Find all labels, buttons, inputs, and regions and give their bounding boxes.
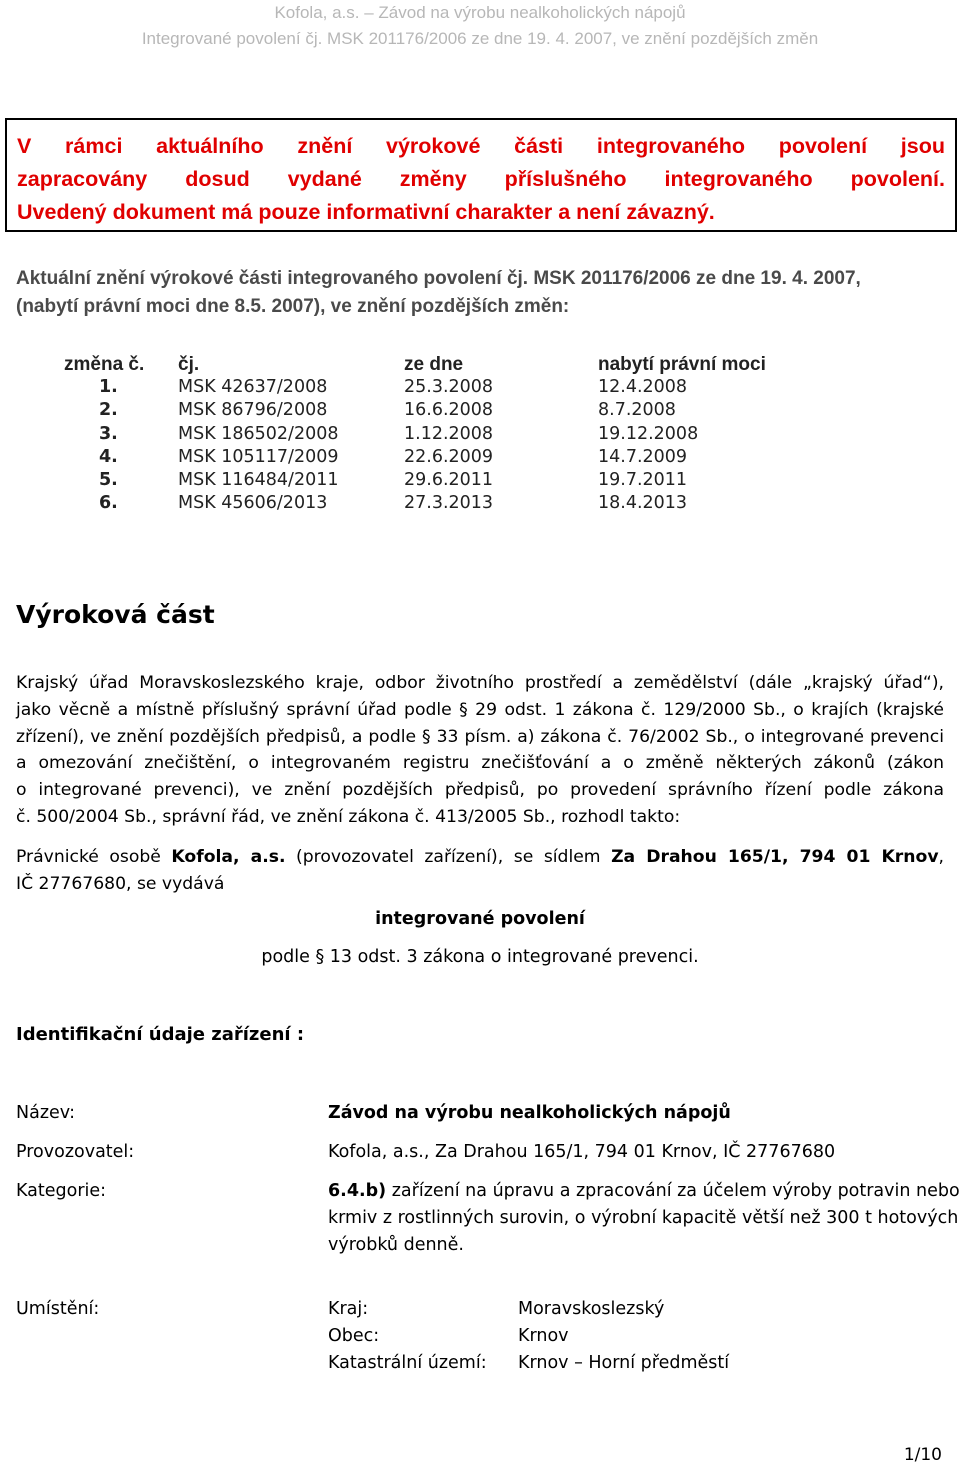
change-date: 22.6.2009 bbox=[404, 446, 494, 467]
paragraph-line: zřízení), ve znění pozdějších předpisů, a podle § 33 písm. a) zákona č. 76/2002 Sb., o integrované prevenci bbox=[16, 726, 944, 747]
identification-title: Identifikační údaje zařízení : bbox=[16, 1024, 305, 1045]
change-effective: 18.4.2013 bbox=[598, 493, 688, 514]
change-ref: MSK 42637/2008 bbox=[178, 377, 328, 398]
paragraph-line: jako věcně a místně příslušný správní úřad podle § 29 odst. 1 zákona č. 129/2000 Sb., o krajích (krajské bbox=[16, 699, 944, 720]
change-ref: MSK 45606/2013 bbox=[178, 493, 328, 514]
category-code: 6.4.b) bbox=[328, 1181, 387, 1201]
change-number: 2. bbox=[99, 400, 118, 421]
col-header-ref: čj. bbox=[178, 354, 200, 375]
change-date: 29.6.2011 bbox=[404, 469, 494, 490]
change-ref: MSK 116484/2011 bbox=[178, 469, 339, 490]
table-row bbox=[0, 470, 960, 493]
operator-paragraph bbox=[16, 844, 944, 898]
paragraph-line: Krajský úřad Moravskoslezského kraje, odbor životního prostředí a zemědělství (dále „krajský úřad“), bbox=[16, 673, 944, 693]
col-header-change: změna č. bbox=[64, 354, 145, 375]
change-effective: 19.7.2011 bbox=[598, 469, 688, 490]
change-ref: MSK 186502/2008 bbox=[178, 423, 339, 444]
decision-paragraph bbox=[16, 670, 944, 831]
text-segment: , bbox=[938, 847, 944, 867]
changes-header-row bbox=[0, 354, 960, 377]
change-number: 4. bbox=[99, 446, 118, 467]
category-line: krmiv z rostlinných surovin, o výrobní kapacitě větší než 300 t hotových bbox=[328, 1207, 959, 1228]
notice-line-2: zapracovány dosud vydané změny příslušného integrovaného povolení. bbox=[17, 167, 945, 191]
notice-line-1: V rámci aktuálního znění výrokové části integrovaného povolení jsou bbox=[17, 134, 945, 158]
section-title: Výroková část bbox=[16, 600, 215, 629]
location-label: Umístění: bbox=[16, 1299, 100, 1319]
change-effective: 14.7.2009 bbox=[598, 446, 688, 467]
change-date: 27.3.2013 bbox=[404, 493, 494, 514]
paragraph-line: o integrované prevenci), ve znění pozdějších předpisů, po provedení správního řízení podle zákona bbox=[16, 780, 944, 801]
change-date: 16.6.2008 bbox=[404, 400, 494, 421]
company-name: Kofola, a.s. bbox=[171, 847, 286, 867]
table-row bbox=[0, 400, 960, 423]
region-value: Moravskoslezský bbox=[518, 1299, 665, 1319]
municipality-value: Krnov bbox=[518, 1326, 569, 1346]
company-address: Za Drahou 165/1, 794 01 Krnov bbox=[611, 847, 939, 867]
header-line-1: Kofola, a.s. – Závod na výrobu nealkoholických nápojů bbox=[274, 3, 686, 22]
page-header bbox=[0, 0, 960, 52]
cadastral-label: Katastrální území: bbox=[328, 1353, 487, 1373]
category-line bbox=[328, 1178, 960, 1205]
paragraph-line: č. 500/2004 Sb., správní řád, ve znění zákona č. 413/2005 Sb., rozhodl takto: bbox=[16, 806, 681, 827]
change-number: 1. bbox=[99, 377, 118, 398]
operator-value: Kofola, a.s., Za Drahou 165/1, 794 01 Krnov, IČ 27767680 bbox=[328, 1142, 836, 1162]
category-label: Kategorie: bbox=[16, 1181, 107, 1201]
text-segment: (provozovatel zařízení), se sídlem bbox=[285, 847, 612, 867]
name-label: Název: bbox=[16, 1103, 76, 1123]
notice-box bbox=[5, 118, 957, 232]
table-row bbox=[0, 493, 960, 516]
text-segment: Právnické osobě bbox=[16, 847, 172, 867]
page-number: 1/10 bbox=[903, 1445, 942, 1465]
change-number: 6. bbox=[99, 493, 118, 514]
change-effective: 19.12.2008 bbox=[598, 423, 699, 444]
category-line: výrobků denně. bbox=[328, 1234, 464, 1255]
category-value bbox=[328, 1178, 960, 1258]
permit-subtitle: podle § 13 odst. 3 zákona o integrované prevenci. bbox=[261, 947, 699, 967]
region-label: Kraj: bbox=[328, 1299, 369, 1319]
col-header-date: ze dne bbox=[404, 354, 464, 375]
notice-line-3: Uvedený dokument má pouze informativní charakter a není závazný. bbox=[17, 200, 715, 224]
intro-line-1: Aktuální znění výrokové části integrovaného povolení čj. MSK 201176/2006 ze dne 19. 4. 2007, bbox=[16, 268, 861, 289]
change-number: 3. bbox=[99, 423, 118, 444]
table-row bbox=[0, 447, 960, 470]
change-number: 5. bbox=[99, 469, 118, 490]
name-value: Závod na výrobu nealkoholických nápojů bbox=[328, 1103, 731, 1123]
permit-title: integrované povolení bbox=[375, 909, 585, 929]
change-effective: 12.4.2008 bbox=[598, 377, 688, 398]
change-ref: MSK 105117/2009 bbox=[178, 446, 339, 467]
intro-line-2: (nabytí právní moci dne 8.5. 2007), ve znění pozdějších změn: bbox=[16, 296, 570, 317]
municipality-label: Obec: bbox=[328, 1326, 380, 1346]
operator-label: Provozovatel: bbox=[16, 1142, 135, 1162]
table-row bbox=[0, 424, 960, 447]
table-row bbox=[0, 377, 960, 400]
change-ref: MSK 86796/2008 bbox=[178, 400, 328, 421]
change-effective: 8.7.2008 bbox=[598, 400, 676, 421]
paragraph-line: a omezování znečištění, o integrovaném registru znečišťování a o změně některých zákonů (zákon bbox=[16, 753, 944, 774]
text-segment: zařízení na úpravu a zpracování za účelem výroby potravin nebo bbox=[386, 1181, 960, 1201]
header-line-2: Integrované povolení čj. MSK 201176/2006 ze dne 19. 4. 2007, ve znění pozdějších změn bbox=[141, 29, 819, 48]
changes-table bbox=[0, 354, 960, 516]
change-date: 25.3.2008 bbox=[404, 377, 494, 398]
paragraph-line bbox=[16, 844, 944, 871]
change-date: 1.12.2008 bbox=[404, 423, 494, 444]
paragraph-line: IČ 27767680, se vydává bbox=[16, 873, 225, 894]
cadastral-value: Krnov – Horní předměstí bbox=[518, 1353, 730, 1373]
col-header-effective: nabytí právní moci bbox=[598, 354, 766, 375]
